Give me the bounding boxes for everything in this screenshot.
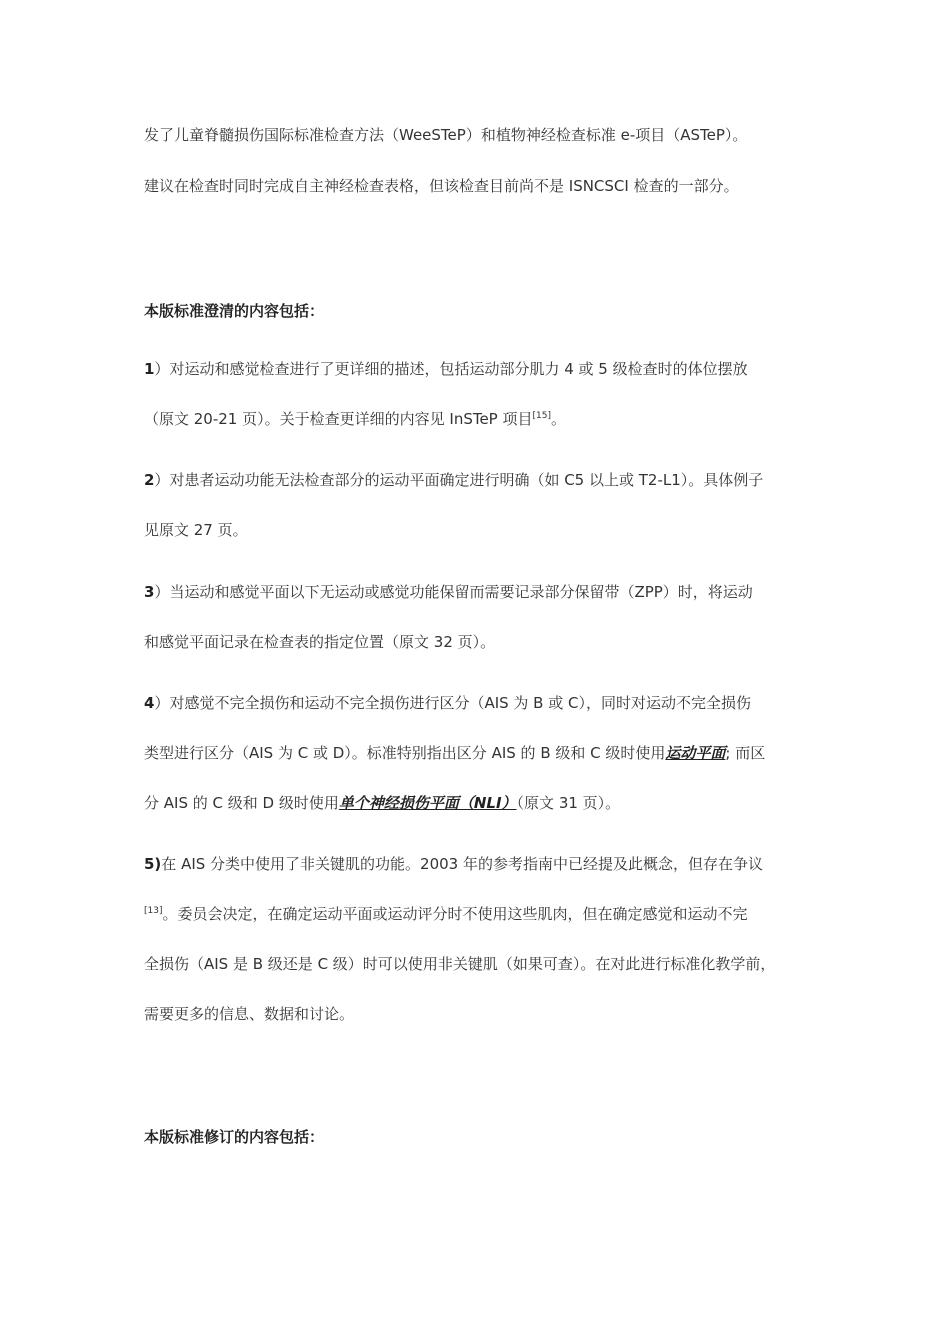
item-4-line-2 (144, 742, 814, 764)
item-5-line-4: 需要更多的信息、数据和讨论。 (144, 1005, 355, 1023)
item-4-text-1: ）对感觉不完全损伤和运动不完全损伤进行区分（AIS 为 B 或 C），同时对运动不完全损伤 (154, 694, 751, 712)
item-5-line-3: 全损伤（AIS 是 B 级还是 C 级）时可以使用非关键肌（如果可查）。在对此进行标准化教学前， (144, 955, 776, 973)
item-5-line-1 (144, 853, 814, 875)
revise-heading: 本版标准修订的内容包括： (144, 1128, 325, 1146)
clarify-heading: 本版标准澄清的内容包括： (144, 302, 325, 320)
item-2-line-1 (144, 469, 814, 491)
item-4-number: 4 (144, 694, 155, 712)
item-1-line-1 (144, 358, 814, 380)
item-3-line-2: 和感觉平面记录在检查表的指定位置（原文 32 页）。 (144, 633, 496, 651)
item-5-text-1: 在 AIS 分类中使用了非关键肌的功能。2003 年的参考指南中已经提及此概念，但存在争议 (161, 855, 763, 873)
intro-line-1: 发了儿童脊髓损伤国际标准检查方法（WeeSTeP）和植物神经检查标准 e-项目（ASTeP）。 (144, 126, 748, 144)
item-2-line-2: 见原文 27 页。 (144, 521, 248, 539)
item-5-line-2 (144, 903, 814, 925)
item-1-number: 1 (144, 360, 155, 378)
citation-13: [13] (144, 906, 163, 916)
item-1-text-2: （原文 20-21 页）。关于检查更详细的内容见 InSTeP 项目 (144, 410, 533, 428)
item-2-number: 2 (144, 471, 155, 489)
item-4-line-1 (144, 692, 814, 714)
item-3-number: 3 (144, 583, 155, 601)
item-2-text-1: ）对患者运动功能无法检查部分的运动平面确定进行明确（如 C5 以上或 T2-L1）。具体例子 (154, 471, 764, 489)
item-1-text-1: ）对运动和感觉检查进行了更详细的描述，包括运动部分肌力 4 或 5 级检查时的体位摆放 (154, 360, 748, 378)
item-4-line-3 (144, 792, 814, 814)
item-1-line-2 (144, 408, 814, 430)
item-5-number: 5) (144, 855, 162, 873)
motor-level-emphasis: 运动平面 (665, 744, 726, 762)
nli-emphasis: 单个神经损伤平面（NLI） (338, 794, 517, 812)
item-4-text-3: 分 AIS 的 C 级和 D 级时使用 (144, 794, 339, 812)
item-1-text-2-end: 。 (551, 410, 567, 428)
item-3-text-1: ）当运动和感觉平面以下无运动或感觉功能保留而需要记录部分保留带（ZPP）时，将运动 (154, 583, 753, 601)
item-4-text-2-end: ; 而区 (725, 744, 766, 762)
citation-15: [15] (532, 411, 551, 421)
item-4-text-2: 类型进行区分（AIS 为 C 或 D）。标准特别指出区分 AIS 的 B 级和 C 级时使用 (144, 744, 666, 762)
item-5-text-2: 。委员会决定，在确定运动平面或运动评分时不使用这些肌肉，但在确定感觉和运动不完 (162, 905, 748, 923)
item-3-line-1 (144, 581, 814, 603)
intro-line-2: 建议在检查时同时完成自主神经检查表格，但该检查目前尚不是 ISNCSCI 检查的一部分。 (144, 177, 739, 195)
item-4-text-3-end: （原文 31 页）。 (516, 794, 621, 812)
